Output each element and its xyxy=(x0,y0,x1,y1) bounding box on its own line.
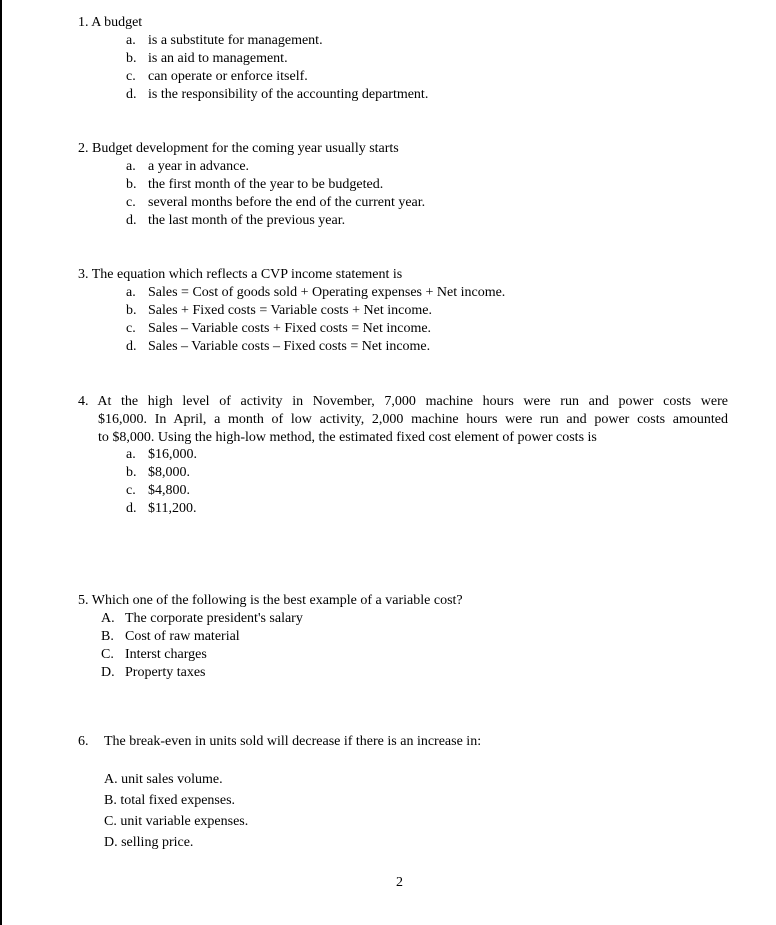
option-text: Cost of raw material xyxy=(125,629,240,644)
question-6-stem: The break-even in units sold will decrease if there is an increase in: xyxy=(104,734,482,749)
option-text: Sales = Cost of goods sold + Operating expenses + Net income. xyxy=(148,285,506,300)
question-1-option-a[interactable] xyxy=(126,32,323,50)
option-text: $11,200. xyxy=(148,501,197,516)
option-text: the last month of the previous year. xyxy=(148,213,346,228)
option-letter: c. xyxy=(126,69,136,84)
question-2-option-c[interactable] xyxy=(126,194,425,212)
option-letter: d. xyxy=(126,87,137,102)
option-letter: D. xyxy=(101,665,115,680)
question-3-option-b[interactable] xyxy=(126,302,432,320)
question-4-option-c[interactable] xyxy=(126,482,190,500)
question-2-option-a[interactable] xyxy=(126,158,249,176)
question-1-option-c[interactable] xyxy=(126,68,308,86)
option-text: is a substitute for management. xyxy=(148,33,323,48)
question-1-option-b[interactable] xyxy=(126,50,288,68)
option-letter: a. xyxy=(126,285,136,300)
question-5-stem: 5. Which one of the following is the best example of a variable cost? xyxy=(78,593,463,608)
question-5-option-d[interactable] xyxy=(101,664,205,682)
option-text: is an aid to management. xyxy=(148,51,288,66)
option-letter: b. xyxy=(126,303,137,318)
option-letter: b. xyxy=(126,465,137,480)
question-5-option-c[interactable] xyxy=(101,646,207,664)
option-text: Interst charges xyxy=(125,647,207,662)
question-1-option-d[interactable] xyxy=(126,86,428,104)
question-6-option-d[interactable]: D. selling price. xyxy=(104,835,194,850)
question-6-option-a[interactable]: A. unit sales volume. xyxy=(104,772,223,787)
question-4-option-b[interactable] xyxy=(126,464,190,482)
option-letter: c. xyxy=(126,195,136,210)
option-text: The corporate president's salary xyxy=(125,611,303,626)
page-left-border xyxy=(0,0,2,925)
option-text: Sales – Variable costs + Fixed costs = Net income. xyxy=(148,321,432,336)
question-3-option-a[interactable] xyxy=(126,284,505,302)
question-4-stem-line-2: $16,000. In April, a month of low activity, 2,000 machine hours were run and power costs amounted xyxy=(98,412,728,427)
option-text: a year in advance. xyxy=(148,159,250,174)
question-5-option-b[interactable] xyxy=(101,628,240,646)
option-letter: a. xyxy=(126,447,136,462)
option-letter: a. xyxy=(126,33,136,48)
option-text: can operate or enforce itself. xyxy=(148,69,308,84)
question-1-stem: 1. A budget xyxy=(78,15,143,30)
option-text: $8,000. xyxy=(148,465,190,480)
option-letter: A. xyxy=(101,611,115,626)
question-4-stem-line-1: 4. At the high level of activity in November, 7,000 machine hours were run and power costs were xyxy=(78,394,728,409)
option-letter: c. xyxy=(126,483,136,498)
option-letter: a. xyxy=(126,159,136,174)
option-letter: C. xyxy=(101,647,114,662)
page-number: 2 xyxy=(396,875,403,890)
question-4-stem-line-3: to $8,000. Using the high-low method, the estimated fixed cost element of power costs is xyxy=(98,430,597,445)
question-5-option-a[interactable] xyxy=(101,610,303,628)
option-text: Property taxes xyxy=(125,665,206,680)
option-text: the first month of the year to be budgeted. xyxy=(148,177,384,192)
question-6-option-b[interactable]: B. total fixed expenses. xyxy=(104,793,236,808)
option-text: $16,000. xyxy=(148,447,197,462)
option-text: Sales – Variable costs – Fixed costs = Net income. xyxy=(148,339,431,354)
question-6-number: 6. xyxy=(78,734,89,749)
option-letter: d. xyxy=(126,213,137,228)
option-letter: c. xyxy=(126,321,136,336)
question-3-stem: 3. The equation which reflects a CVP income statement is xyxy=(78,267,403,282)
option-text: Sales + Fixed costs = Variable costs + Net income. xyxy=(148,303,432,318)
option-letter: b. xyxy=(126,51,137,66)
question-3-option-c[interactable] xyxy=(126,320,431,338)
question-2-option-d[interactable] xyxy=(126,212,345,230)
question-3-option-d[interactable] xyxy=(126,338,430,356)
option-text: $4,800. xyxy=(148,483,190,498)
question-2-option-b[interactable] xyxy=(126,176,383,194)
option-letter: d. xyxy=(126,339,137,354)
option-letter: B. xyxy=(101,629,114,644)
option-text: is the responsibility of the accounting department. xyxy=(148,87,429,102)
option-letter: d. xyxy=(126,501,137,516)
question-2-stem: 2. Budget development for the coming year usually starts xyxy=(78,141,399,156)
option-letter: b. xyxy=(126,177,137,192)
question-4-option-d[interactable] xyxy=(126,500,196,518)
option-text: several months before the end of the current year. xyxy=(148,195,426,210)
question-6-option-c[interactable]: C. unit variable expenses. xyxy=(104,814,249,829)
question-4-option-a[interactable] xyxy=(126,446,197,464)
